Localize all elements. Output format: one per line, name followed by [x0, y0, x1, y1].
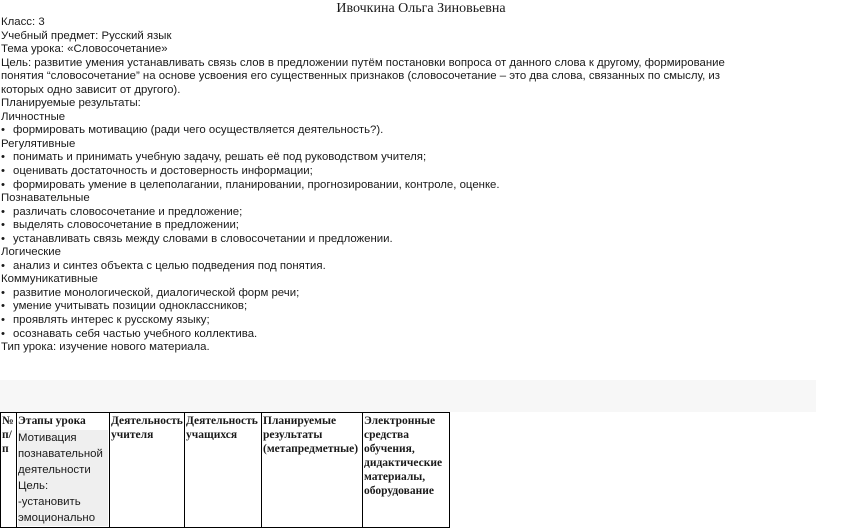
bullet-icon: •	[1, 232, 5, 245]
planned-results-heading: Планируемые результаты:	[1, 97, 141, 110]
header-cell-planned-results	[262, 413, 363, 528]
list-item	[1, 287, 813, 301]
list-item	[1, 233, 813, 247]
results-group-personal	[1, 111, 813, 138]
list-item	[1, 219, 813, 233]
list-item	[1, 300, 813, 314]
bullet-icon: •	[1, 124, 5, 137]
list-item-text: оценивать достаточность и достоверность информации;	[13, 165, 313, 178]
list-item-text: развитие монологической, диалогической форм речи;	[13, 286, 300, 299]
stage-detail-line: Цель:	[18, 480, 49, 492]
header-cell-e-learning-tools	[363, 413, 450, 528]
group-title: Коммуникативные	[1, 273, 98, 286]
results-group-logical	[1, 246, 813, 273]
list-item	[1, 206, 813, 220]
stage-detail-line: эмоционально	[18, 512, 96, 524]
grade-line: Класс: 3	[1, 16, 45, 28]
list-item-text: формировать мотивацию (ради чего осуществляется деятельность?).	[13, 124, 384, 137]
table-row	[1, 413, 450, 528]
bullet-icon: •	[1, 205, 5, 218]
stage-detail-line: -установить	[18, 496, 81, 508]
list-item	[1, 314, 813, 328]
list-item-text: осознавать себя частью учебного коллектива.	[13, 327, 258, 340]
results-group-regulatory	[1, 138, 813, 192]
header-label: Этапы урока	[18, 415, 86, 427]
stage-detail-line: Мотивация	[18, 432, 77, 444]
header-label: Электронные средства обучения, дидактические материалы, оборудование	[364, 415, 443, 497]
list-item-text: анализ и синтез объекта с целью подведения под понятия.	[13, 259, 326, 272]
bullet-icon: •	[1, 165, 5, 178]
header-cell-stages	[17, 413, 110, 528]
topic-line: Тема урока: «Словосочетание»	[1, 43, 168, 56]
lesson-type-line: Тип урока: изучение нового материала.	[1, 341, 210, 354]
list-item	[1, 328, 813, 342]
header-cell-teacher-activity	[110, 413, 185, 528]
header-label: Планируемые результаты (метапредметные)	[263, 415, 359, 455]
bullet-icon: •	[1, 286, 5, 299]
bullet-icon: •	[1, 219, 5, 232]
author-name: Ивочкина Ольга Зиновьевна	[336, 1, 506, 16]
header-cell-student-activity	[185, 413, 262, 528]
page-break	[0, 380, 816, 412]
list-item	[1, 260, 813, 274]
list-item	[1, 151, 813, 165]
results-group-cognitive	[1, 192, 813, 246]
list-item	[1, 179, 813, 193]
bullet-icon: •	[1, 300, 5, 313]
header-label: Деятельность учителя	[111, 415, 183, 441]
goal-line: Цель: развитие умения устанавливать связь слов в предложении путём постановки вопроса от данного слова к другому, формирование	[1, 56, 725, 69]
bullet-icon: •	[1, 314, 5, 327]
list-item-text: формировать умение в целеполагании, планировании, прогнозировании, контроле, оценке.	[13, 178, 500, 191]
bullet-icon: •	[1, 178, 5, 191]
lesson-stages-table	[0, 412, 450, 528]
list-item	[1, 165, 813, 179]
bullet-icon: •	[1, 259, 5, 272]
lesson-plan-body	[1, 16, 813, 355]
header-cell-number	[1, 413, 17, 528]
group-title: Регулятивные	[1, 137, 76, 150]
list-item-text: выделять словосочетание в предложении;	[13, 219, 239, 232]
results-group-communicative	[1, 273, 813, 341]
list-item-text: понимать и принимать учебную задачу, решать её под руководством учителя;	[13, 151, 427, 164]
stage-detail-line: деятельности	[18, 464, 91, 476]
subject-line: Учебный предмет: Русский язык	[1, 29, 172, 42]
group-title: Личностные	[1, 110, 66, 123]
goal-line: понятия “словосочетание” на основе усвоения его существенных признаков (словосочетание – это два слова, связанных по смыслу, из	[1, 70, 720, 83]
list-item-text: умение учитывать позиции одноклассников;	[13, 300, 248, 313]
stage-detail-line: познавательной	[18, 448, 103, 460]
group-title: Познавательные	[1, 192, 90, 205]
goal-line: которых одно зависит от другого).	[1, 83, 181, 96]
bullet-icon: •	[1, 151, 5, 164]
list-item	[1, 124, 813, 138]
stage-detail	[18, 430, 108, 526]
list-item-text: устанавливать связь между словами в словосочетании и предложении.	[13, 232, 393, 245]
header-label: Деятельность учащихся	[186, 415, 258, 441]
header-label: № п/п	[2, 415, 14, 455]
list-item-text: проявлять интерес к русскому языку;	[13, 314, 210, 327]
group-title: Логические	[1, 246, 61, 259]
bullet-icon: •	[1, 327, 5, 340]
list-item-text: различать словосочетание и предложение;	[13, 205, 243, 218]
